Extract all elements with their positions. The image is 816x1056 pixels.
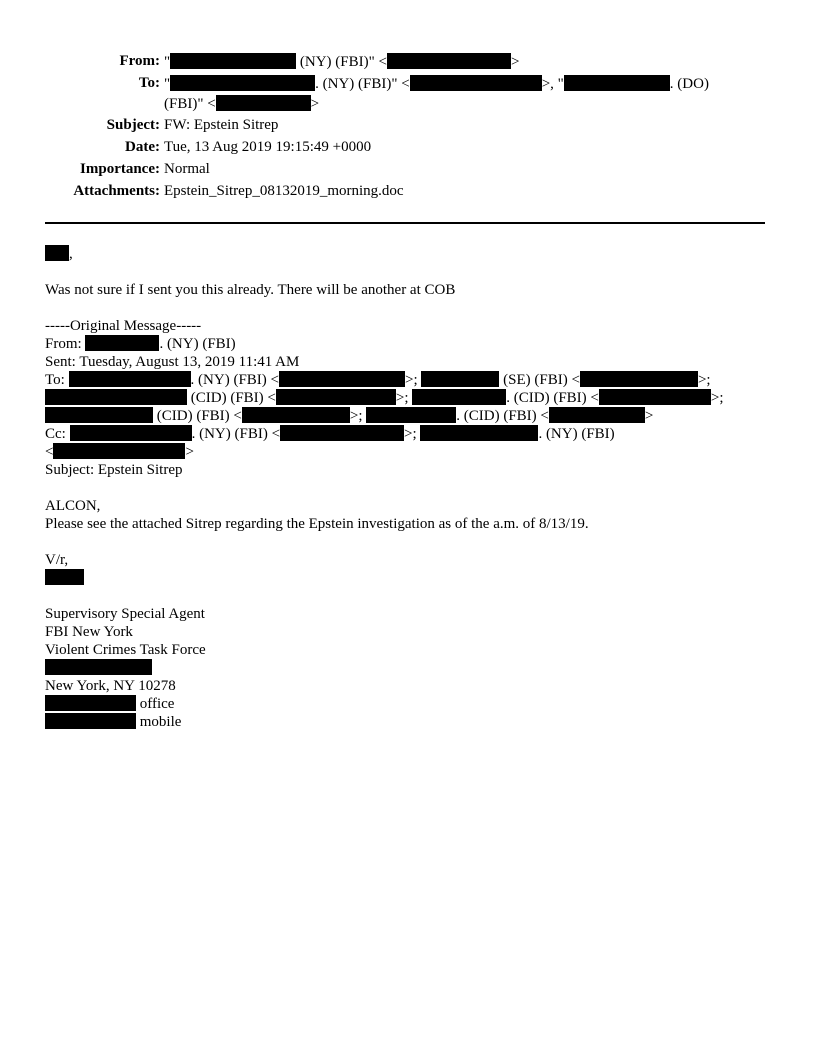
redaction (45, 389, 187, 405)
orig-subject: Subject: Epstein Sitrep (45, 462, 183, 478)
header-subject-row (0, 117, 816, 139)
redaction (280, 425, 404, 441)
header-attachments-row (0, 183, 816, 205)
valediction: V/r, (45, 552, 69, 568)
header-date-row (0, 139, 816, 161)
redaction (45, 695, 136, 711)
date-label: Date: (125, 139, 160, 155)
header-to-row (0, 75, 816, 117)
orig-to-line-3: (CID) (FBI) < >; . (CID) (FBI) < > (45, 407, 775, 425)
redaction (580, 371, 698, 387)
redaction (242, 407, 350, 423)
attachment-link[interactable]: Epstein_Sitrep_08132019_morning.doc (164, 183, 404, 199)
email-header (0, 53, 816, 205)
redaction (387, 53, 511, 69)
header-importance-row (0, 161, 816, 183)
to-value-line2: (FBI)" < > (164, 96, 320, 112)
redaction (216, 95, 311, 111)
orig-from: From: . (NY) (FBI) (45, 336, 236, 352)
orig-cc-line-1: Cc: . (NY) (FBI) < >; . (NY) (FBI) (45, 426, 615, 442)
redaction (85, 335, 159, 351)
subject-value: FW: Epstein Sitrep (164, 117, 279, 133)
from-label: From: (119, 53, 160, 69)
redaction (45, 245, 69, 261)
redaction (421, 371, 499, 387)
redaction (366, 407, 456, 423)
orig-to-line-1: To: . (NY) (FBI) < >; (SE) (FBI) < >; (45, 372, 711, 388)
original-message-marker: -----Original Message----- (45, 318, 202, 334)
redaction (170, 53, 296, 69)
intro-text: Was not sure if I sent you this already. There will be another at COB (45, 282, 456, 298)
signature-city: New York, NY 10278 (45, 678, 176, 694)
redaction (70, 425, 192, 441)
email-body (45, 245, 775, 731)
to-value: " . (NY) (FBI)" < >, " . (DO) (164, 76, 709, 92)
redaction (279, 371, 405, 387)
subject-label: Subject: (106, 117, 160, 133)
importance-value: Normal (164, 161, 210, 177)
from-value: " (NY) (FBI)" < > (164, 54, 520, 70)
redaction (45, 659, 152, 675)
alcon-greeting: ALCON, (45, 498, 101, 514)
signature-title: Supervisory Special Agent (45, 606, 205, 622)
redaction (276, 389, 396, 405)
redaction (53, 443, 185, 459)
date-value: Tue, 13 Aug 2019 19:15:49 +0000 (164, 139, 372, 155)
orig-cc-line-2: < > (45, 444, 194, 460)
orig-sent: Sent: Tuesday, August 13, 2019 11:41 AM (45, 354, 300, 370)
redaction (45, 407, 153, 423)
redaction (170, 75, 315, 91)
to-label: To: (138, 75, 160, 91)
redaction (45, 713, 136, 729)
signature-mobile-phone: mobile (45, 713, 775, 731)
message-text: Please see the attached Sitrep regarding the Epstein investigation as of the a.m. of 8/13/19. (45, 516, 589, 532)
redaction (549, 407, 645, 423)
importance-label: Importance: (80, 161, 160, 177)
header-from-row (0, 53, 816, 75)
header-divider (45, 222, 765, 224)
greeting: , (45, 245, 775, 263)
redaction (420, 425, 538, 441)
redaction (45, 569, 84, 585)
redaction (69, 371, 191, 387)
redaction (564, 75, 670, 91)
signature-office: FBI New York (45, 624, 133, 640)
redaction (599, 389, 711, 405)
signature-name (45, 569, 775, 587)
orig-to-line-2: (CID) (FBI) < >; . (CID) (FBI) < >; (45, 389, 775, 407)
attachments-label: Attachments: (73, 183, 160, 199)
signature-address (45, 659, 775, 677)
redaction (410, 75, 542, 91)
redaction (412, 389, 506, 405)
signature-office-phone: office (45, 695, 775, 713)
signature-unit: Violent Crimes Task Force (45, 642, 206, 658)
